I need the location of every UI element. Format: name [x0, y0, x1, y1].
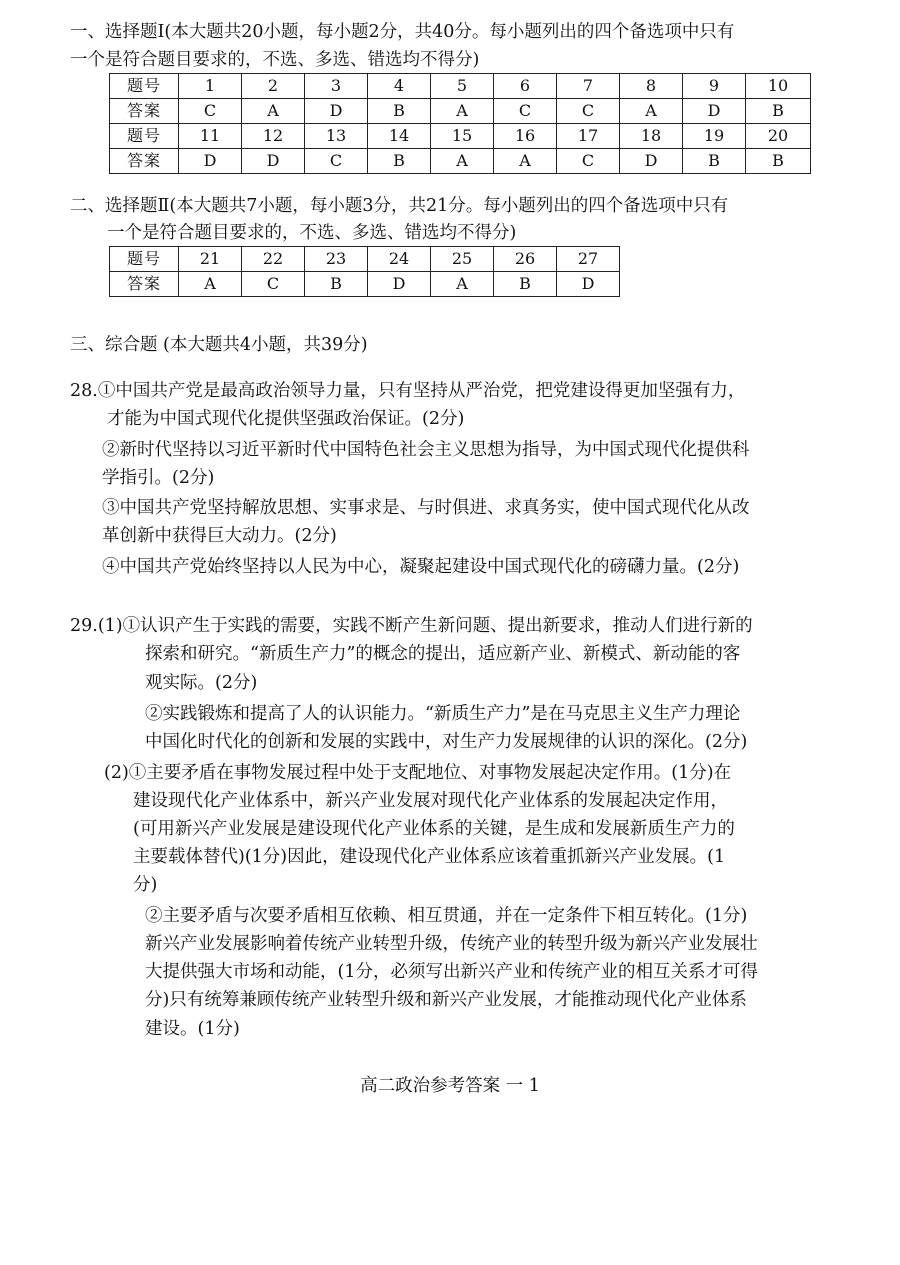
table-cell: 1	[179, 74, 242, 99]
section2-answer-table	[109, 246, 620, 297]
page-footer: 高二政治参考答案 一 1	[360, 1076, 540, 1096]
table-cell: D	[620, 149, 683, 174]
table-cell: C	[557, 99, 620, 124]
table-cell: A	[431, 272, 494, 297]
table-cell: 16	[494, 124, 557, 149]
table-cell: D	[179, 149, 242, 174]
table-cell: 题号	[110, 124, 179, 149]
table-cell: 3	[305, 74, 368, 99]
q28-line: 学指引。(2分)	[102, 468, 215, 488]
table-cell: A	[179, 272, 242, 297]
table-row	[110, 99, 811, 124]
table-cell: 15	[431, 124, 494, 149]
table-cell: 6	[494, 74, 557, 99]
table-cell: 27	[557, 247, 620, 272]
table-cell: 13	[305, 124, 368, 149]
table-cell: D	[305, 99, 368, 124]
q28-line: ②新时代坚持以习近平新时代中国特色社会主义思想为指导，为中国式现代化提供科	[102, 440, 750, 460]
table-cell: B	[746, 99, 811, 124]
table-cell: A	[431, 149, 494, 174]
q29-line: 观实际。(2分)	[145, 673, 258, 693]
q29-line: 新兴产业发展影响着传统产业转型升级，传统产业的转型升级为新兴产业发展壮	[145, 934, 758, 954]
table-cell: 8	[620, 74, 683, 99]
q29-line: (2)①主要矛盾在事物发展过程中处于支配地位、对事物发展起决定作用。(1分)在	[104, 763, 732, 783]
table-cell: 19	[683, 124, 746, 149]
table-cell: 4	[368, 74, 431, 99]
section2-heading-line2: 一个是符合题目要求的，不选、多选、错选均不得分)	[107, 223, 517, 243]
q28-line: ④中国共产党始终坚持以人民为中心，凝聚起建设中国式现代化的磅礴力量。(2分)	[102, 557, 740, 577]
table-cell: C	[305, 149, 368, 174]
table-cell: 24	[368, 247, 431, 272]
table-cell: 5	[431, 74, 494, 99]
table-cell: 11	[179, 124, 242, 149]
table-cell: B	[305, 272, 368, 297]
q29-line: 分)	[133, 875, 158, 895]
q29-line: 建设。(1分)	[145, 1019, 240, 1039]
table-row	[110, 247, 620, 272]
table-cell: 25	[431, 247, 494, 272]
section1-heading-line1: 一、选择题Ⅰ(本大题共20小题，每小题2分，共40分。每小题列出的四个备选项中只有	[70, 22, 735, 42]
table-cell: A	[431, 99, 494, 124]
table-cell: 题号	[110, 74, 179, 99]
table-cell: 12	[242, 124, 305, 149]
table-cell: 答案	[110, 149, 179, 174]
table-cell: 14	[368, 124, 431, 149]
table-cell: B	[683, 149, 746, 174]
table-cell: 10	[746, 74, 811, 99]
q29-line: 大提供强大市场和动能，(1分，必须写出新兴产业和传统产业的相互关系才可得	[145, 962, 758, 982]
section1-heading-line2: 一个是符合题目要求的，不选、多选、错选均不得分)	[70, 50, 480, 70]
q28-line: ③中国共产党坚持解放思想、实事求是、与时俱进、求真务实，使中国式现代化从改	[102, 498, 750, 518]
q29-line: ②实践锻炼和提高了人的认识能力。“新质生产力”是在马克思主义生产力理论	[145, 704, 741, 724]
table-cell: D	[557, 272, 620, 297]
table-cell: B	[494, 272, 557, 297]
q29-line: 主要载体替代)(1分)因此，建设现代化产业体系应该着重抓新兴产业发展。(1	[133, 847, 726, 867]
table-cell: C	[242, 272, 305, 297]
table-cell: 7	[557, 74, 620, 99]
table-cell: D	[242, 149, 305, 174]
table-cell: B	[746, 149, 811, 174]
table-row	[110, 124, 811, 149]
table-cell: 18	[620, 124, 683, 149]
q28-line: 革创新中获得巨大动力。(2分)	[102, 526, 337, 546]
table-cell: 答案	[110, 99, 179, 124]
table-cell: A	[494, 149, 557, 174]
table-cell: A	[620, 99, 683, 124]
q28-line: 28.①中国共产党是最高政治领导力量，只有坚持从严治党，把党建设得更加坚强有力，	[70, 381, 746, 401]
section3-heading: 三、综合题 (本大题共4小题，共39分)	[70, 335, 368, 355]
table-cell: 17	[557, 124, 620, 149]
q29-line: 探索和研究。“新质生产力”的概念的提出，适应新产业、新模式、新动能的客	[145, 644, 741, 664]
section1-answer-table	[109, 73, 811, 174]
table-cell: 22	[242, 247, 305, 272]
table-row	[110, 149, 811, 174]
q29-line: 建设现代化产业体系中，新兴产业发展对现代化产业体系的发展起决定作用，	[133, 791, 728, 811]
table-cell: 20	[746, 124, 811, 149]
table-cell: 2	[242, 74, 305, 99]
table-cell: 21	[179, 247, 242, 272]
section2-heading-line1: 二、选择题Ⅱ(本大题共7小题，每小题3分，共21分。每小题列出的四个备选项中只有	[70, 196, 729, 216]
table-cell: 23	[305, 247, 368, 272]
table-cell: B	[368, 149, 431, 174]
table-row	[110, 272, 620, 297]
table-cell: B	[368, 99, 431, 124]
table-cell: D	[683, 99, 746, 124]
q29-line: 中国化时代化的创新和发展的实践中，对生产力发展规律的认识的深化。(2分)	[145, 732, 748, 752]
table-cell: 9	[683, 74, 746, 99]
table-cell: C	[494, 99, 557, 124]
q29-line: (可用新兴产业发展是建设现代化产业体系的关键，是生成和发展新质生产力的	[133, 819, 735, 839]
q29-line: 29.(1)①认识产生于实践的需要，实践不断产生新问题、提出新要求，推动人们进行新的	[70, 616, 753, 636]
table-cell: C	[557, 149, 620, 174]
q29-line: 分)只有统筹兼顾传统产业转型升级和新兴产业发展，才能推动现代化产业体系	[145, 990, 747, 1010]
table-cell: D	[368, 272, 431, 297]
table-cell: C	[179, 99, 242, 124]
table-cell: A	[242, 99, 305, 124]
q29-line: ②主要矛盾与次要矛盾相互依赖、相互贯通，并在一定条件下相互转化。(1分)	[145, 906, 748, 926]
table-cell: 题号	[110, 247, 179, 272]
table-row	[110, 74, 811, 99]
q28-line: 才能为中国式现代化提供坚强政治保证。(2分)	[107, 409, 465, 429]
table-cell: 26	[494, 247, 557, 272]
table-cell: 答案	[110, 272, 179, 297]
